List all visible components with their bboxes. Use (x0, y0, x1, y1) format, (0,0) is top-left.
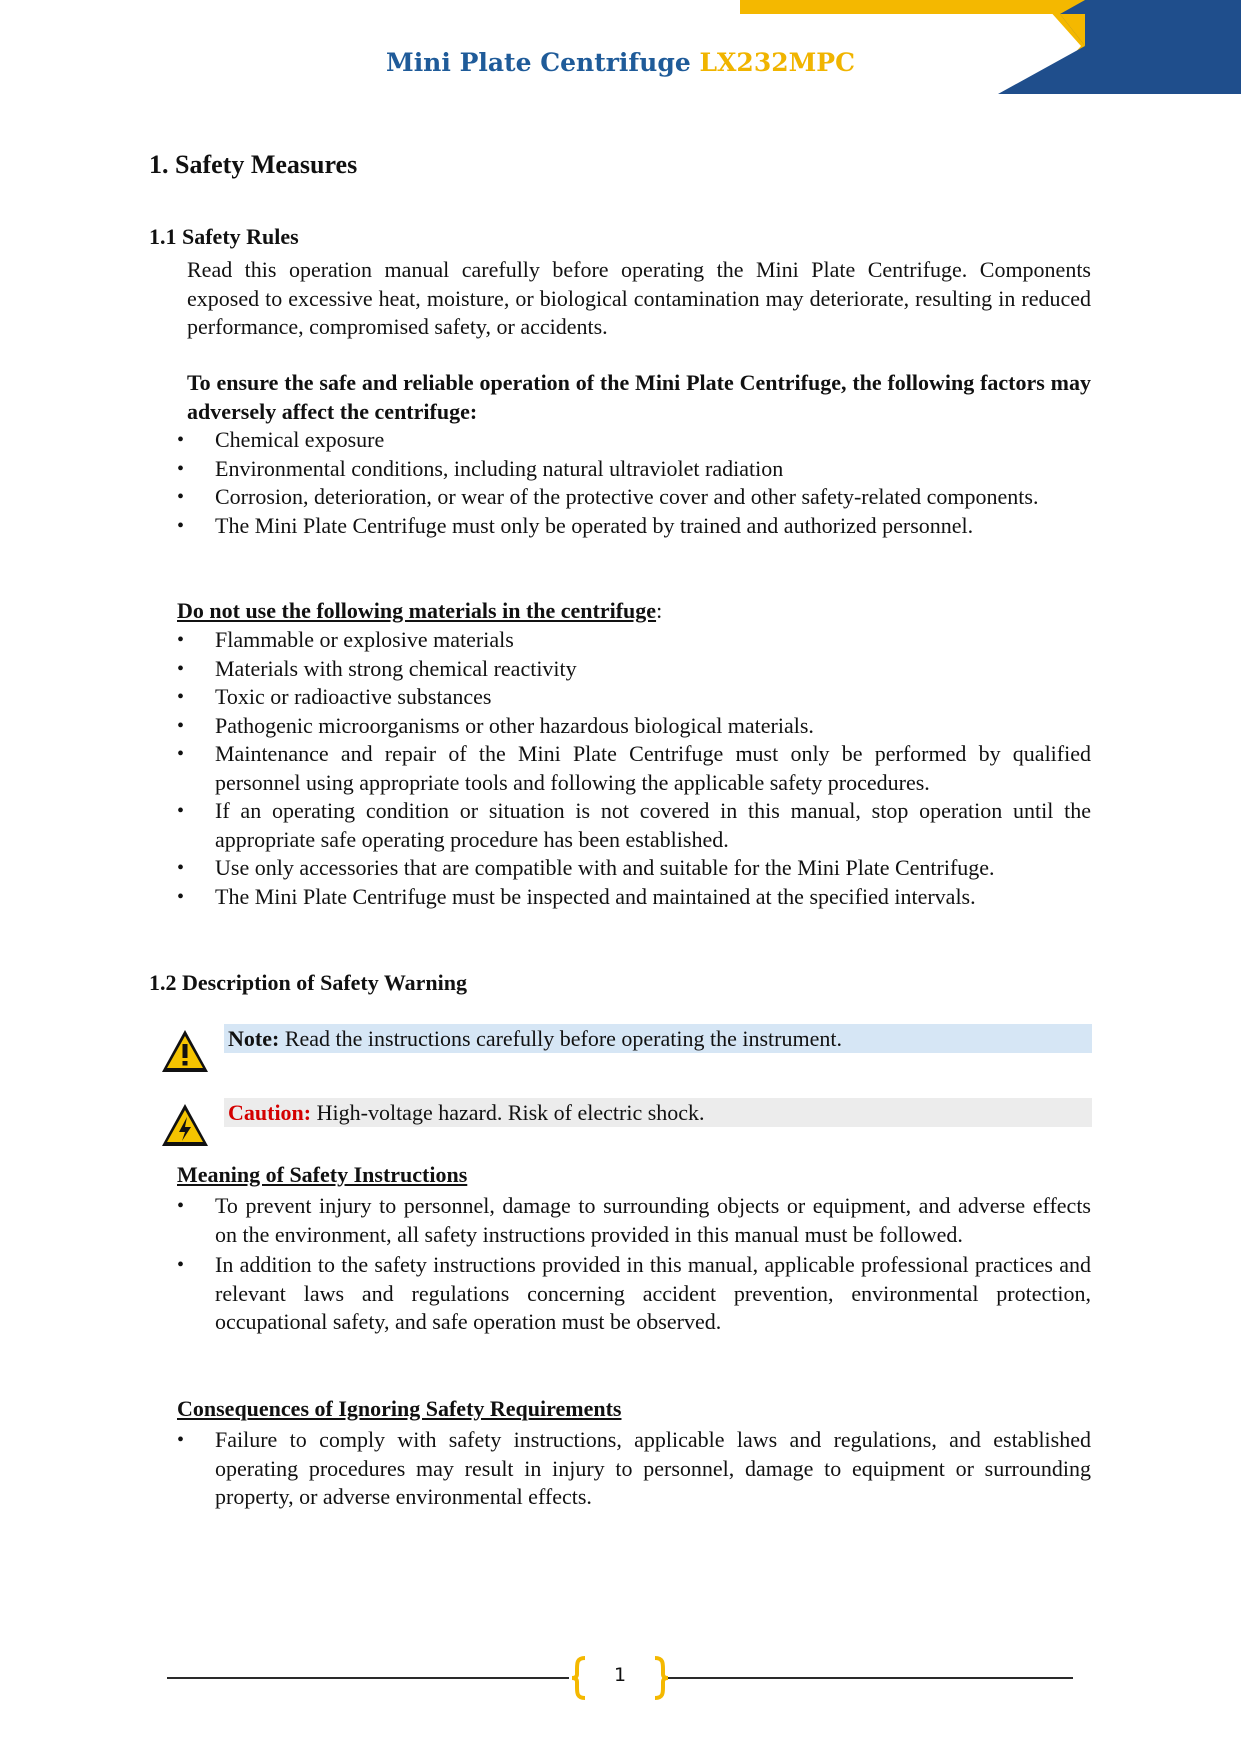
list-item: • Pathogenic microorganisms or other hazardous biological materials. (177, 712, 1091, 741)
factors-list (177, 426, 1091, 540)
meaning-list (177, 1192, 1091, 1337)
caution-label: Caution: (228, 1100, 312, 1125)
header-blue-chevron (998, 0, 1241, 94)
list-item: • Chemical exposure (177, 426, 1091, 455)
section-heading-safety-warning: 1.2 Description of Safety Warning (149, 970, 467, 995)
list-item: • Use only accessories that are compatible with and suitable for the Mini Plate Centrifuge. (177, 854, 1091, 883)
list-item: • Maintenance and repair of the Mini Plate Centrifuge must only be performed by qualified personnel using appropriate tools and following the applicable safety procedures. (177, 740, 1091, 797)
list-item: • Corrosion, deterioration, or wear of the protective cover and other safety-related components. (177, 483, 1091, 512)
high-voltage-icon (160, 1102, 210, 1148)
note-bar (224, 1024, 1092, 1053)
section-heading-safety-rules: 1.1 Safety Rules (149, 224, 299, 249)
note-label: Note: (228, 1026, 280, 1051)
consequences-list (177, 1426, 1091, 1512)
page-number: 1 (613, 1664, 627, 1686)
footer-line-left (167, 1677, 569, 1679)
caution-warning (160, 1098, 1092, 1156)
product-name: Mini Plate Centrifuge (386, 48, 691, 77)
footer-left-brace (569, 1655, 589, 1701)
footer-line-right (666, 1677, 1073, 1679)
caution-text: High-voltage hazard. Risk of electric shock. (311, 1100, 705, 1125)
document-title (0, 48, 1241, 77)
note-warning (160, 1024, 1092, 1082)
list-item: • In addition to the safety instructions provided in this manual, applicable professional practices and relevant laws and regulations concerning accident prevention, environmental protection, occupational safety, and safe operation must be observed. (177, 1251, 1091, 1337)
footer-right-brace (651, 1655, 671, 1701)
meaning-heading: Meaning of Safety Instructions (177, 1162, 468, 1187)
list-item: • Materials with strong chemical reactivity (177, 655, 1091, 684)
list-item: • Toxic or radioactive substances (177, 683, 1091, 712)
header-yellow-band (740, 0, 1080, 14)
list-item: • If an operating condition or situation is not covered in this manual, stop operation until the appropriate safe operating procedure has been established. (177, 797, 1091, 854)
caution-bar (224, 1098, 1092, 1127)
consequences-heading: Consequences of Ignoring Safety Requirements (177, 1396, 622, 1421)
materials-list (177, 626, 1091, 911)
list-item: • To prevent injury to personnel, damage to surrounding objects or equipment, and adverse effects on the environment, all safety instructions provided in this manual must be followed. (177, 1192, 1091, 1249)
list-item: • Environmental conditions, including natural ultraviolet radiation (177, 455, 1091, 484)
list-item: • Failure to comply with safety instructions, applicable laws and regulations, and established operating procedures may result in injury to personnel, damage to equipment or surrounding property, or adverse environmental effects. (177, 1426, 1091, 1512)
factors-heading: To ensure the safe and reliable operation of the Mini Plate Centrifuge, the following factors may adversely affect the centrifuge: (187, 370, 1091, 424)
section-heading-safety-measures: 1. Safety Measures (149, 150, 358, 179)
warning-triangle-icon (160, 1028, 210, 1074)
materials-heading: Do not use the following materials in the centrifuge: (177, 598, 663, 623)
model-number: LX232MPC (699, 48, 855, 77)
note-text: Read the instructions carefully before operating the instrument. (279, 1026, 842, 1051)
list-item: • The Mini Plate Centrifuge must only be operated by trained and authorized personnel. (177, 512, 1091, 541)
safety-rules-intro: Read this operation manual carefully before operating the Mini Plate Centrifuge. Components exposed to excessive heat, moisture, or biological contamination may deteriorate, resulting in reduced performance, compromised safety, or accidents. (187, 257, 1091, 339)
list-item: • Flammable or explosive materials (177, 626, 1091, 655)
list-item: • The Mini Plate Centrifuge must be inspected and maintained at the specified intervals. (177, 883, 1091, 912)
